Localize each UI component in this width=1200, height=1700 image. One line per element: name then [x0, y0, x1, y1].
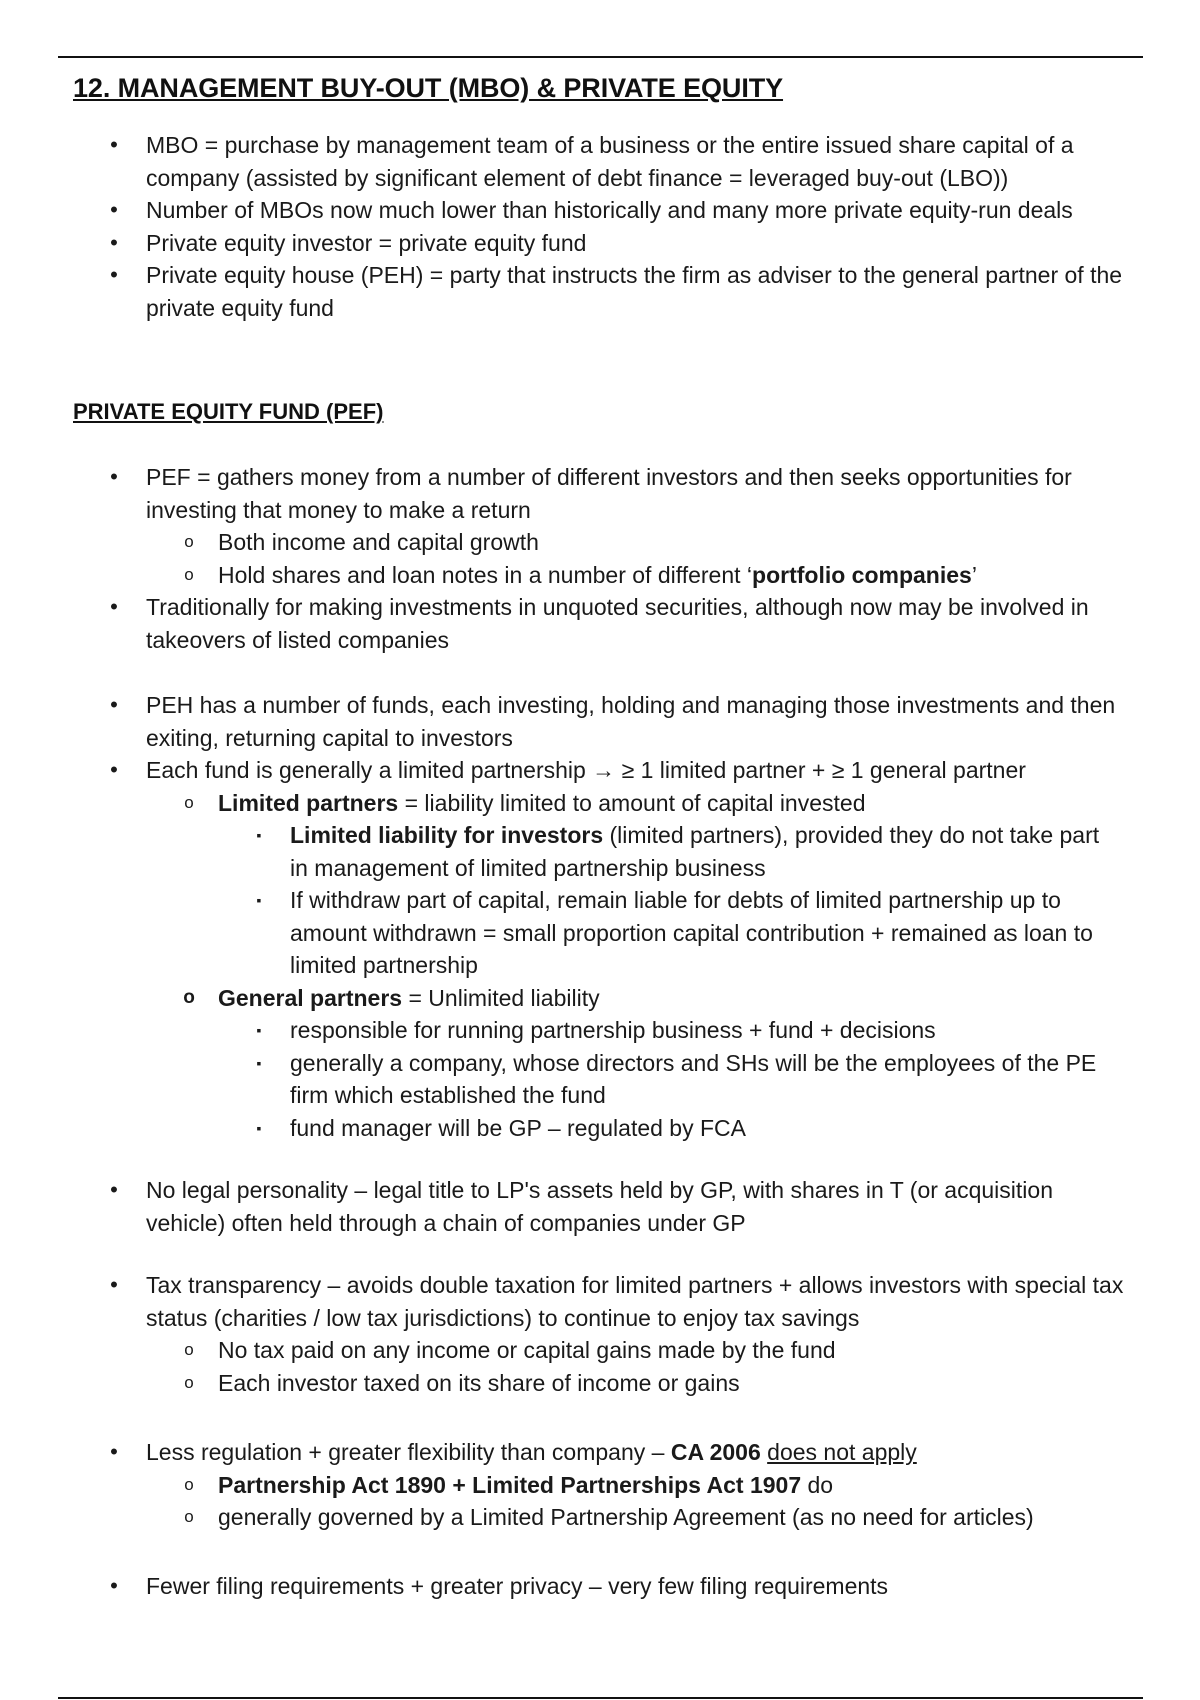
sub-list-item: o Both income and capital growth [184, 529, 539, 555]
sub-sub-list-item: ▪ If withdraw part of capital, remain liable for debts of limited partnership up to amount withdrawn = small proportion capital contribution + remained as loan to limited partnership [256, 887, 1093, 978]
sub-sub-list-item: ▪ generally a company, whose directors and SHs will be the employees of the PE firm which established the fund [256, 1049, 1097, 1108]
top-divider [58, 56, 1143, 58]
list-item: • Fewer filing requirements + greater privacy – very few filing requirements [110, 1573, 889, 1599]
list-item: • Private equity house (PEH) = party that instructs the firm as adviser to the general partner of the private equity fund [0, 259, 1126, 324]
sub-sub-list-item: ▪ responsible for running partnership business + fund + decisions [256, 1017, 936, 1043]
sub-sub-list-item: ▪ Limited liability for investors (limited partners), provided they do not take part in management of limited partnership business [256, 822, 1100, 881]
list-item: • No legal personality – legal title to LP's assets held by GP, with shares in T (or acquisition vehicle) often held through a chain of companies under GP [110, 1177, 1053, 1236]
peh-list [0, 689, 1200, 1144]
page-title: 12. MANAGEMENT BUY-OUT (MBO) & PRIVATE EQUITY [73, 73, 784, 103]
pef-list [0, 461, 1200, 656]
sub-list-item: o Each investor taxed on its share of income or gains [184, 1369, 740, 1396]
tax-list [0, 1269, 1200, 1399]
list-item: • Traditionally for making investments in unquoted securities, although now may be involved in takeovers of listed companies [110, 594, 1089, 653]
bullet: • [110, 229, 118, 255]
intro-list [0, 129, 1200, 324]
list-item: • Tax transparency – avoids double taxation for limited partners + allows investors with special tax status (charities / low tax jurisdictions) to continue to enjoy tax savings [110, 1272, 1124, 1331]
list-item: • MBO = purchase by management team of a business or the entire issued share capital of a company (assisted by significant element of debt finance = leveraged buy-out (LBO)) [0, 129, 1126, 194]
sub-list-item: o Hold shares and loan notes in a number of different ‘portfolio companies’ [184, 561, 977, 588]
bullet: • [110, 132, 118, 157]
list-item: • Private equity investor = private equity fund [0, 227, 1126, 260]
sub-list-item: o generally governed by a Limited Partnership Agreement (as no need for articles) [184, 1504, 1034, 1530]
section-heading: PRIVATE EQUITY FUND (PEF) [73, 399, 384, 424]
filing-list [0, 1570, 1200, 1603]
list-item: • PEH has a number of funds, each investing, holding and managing those investments and then exiting, returning capital to investors [110, 692, 1116, 751]
sub-list-item: o No tax paid on any income or capital gains made by the fund [184, 1337, 836, 1363]
list-item: • Number of MBOs now much lower than historically and many more private equity-run deals [0, 194, 1126, 227]
list-item: • Less regulation + greater flexibility than company – CA 2006 does not apply [110, 1439, 917, 1465]
sub-sub-list-item: ▪ fund manager will be GP – regulated by FCA [256, 1114, 746, 1141]
sub-list-item: o General partners = Unlimited liability [183, 984, 600, 1011]
bullet: • [110, 197, 118, 222]
regulation-list [0, 1436, 1200, 1534]
list-item: • Each fund is generally a limited partnership → ≥ 1 limited partner + ≥ 1 general partner [110, 757, 1026, 783]
sub-list-item: o Limited partners = liability limited to amount of capital invested [184, 789, 866, 816]
bullet: • [110, 262, 118, 287]
legal-list [0, 1174, 1200, 1239]
bottom-divider [58, 1697, 1143, 1699]
list-item: • PEF = gathers money from a number of different investors and then seeks opportunities for investing that money to make a return [110, 464, 1072, 523]
sub-list-item: o Partnership Act 1890 + Limited Partnerships Act 1907 do [184, 1471, 834, 1498]
